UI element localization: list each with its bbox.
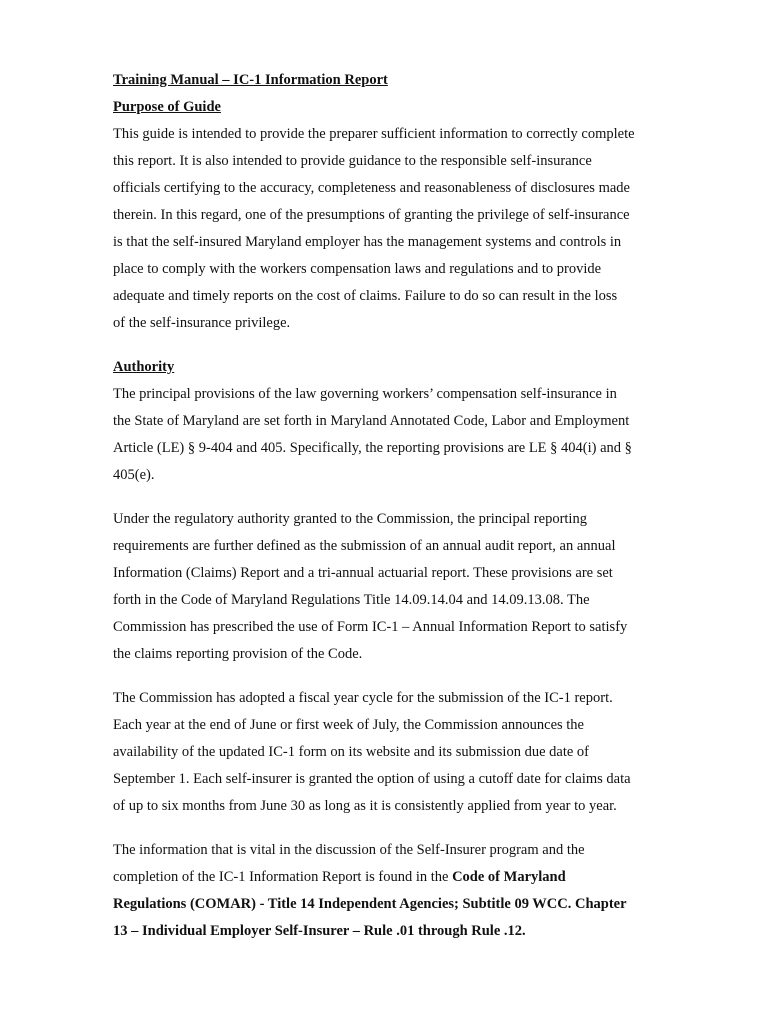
paragraph-line: Article (LE) § 9-404 and 405. Specifically, the reporting provisions are LE § 404(i) and § <box>113 440 632 456</box>
paragraph-line: place to comply with the workers compensation laws and regulations and to provide <box>113 261 602 277</box>
paragraph-line: of the self-insurance privilege. <box>113 315 291 331</box>
comar-reference-line: 13 – Individual Employer Self-Insurer – Rule .01 through Rule .12. <box>113 923 526 939</box>
paragraph-line: forth in the Code of Maryland Regulations Title 14.09.14.04 and 14.09.13.08. The <box>113 592 590 608</box>
paragraph-line: requirements are further defined as the submission of an annual audit report, an annual <box>113 538 616 554</box>
spacer <box>113 820 673 837</box>
paragraph-line: September 1. Each self-insurer is granted the option of using a cutoff date for claims data <box>113 771 631 787</box>
purpose-heading: Purpose of Guide <box>113 99 221 115</box>
paragraph-line: adequate and timely reports on the cost of claims. Failure to do so can result in the loss <box>113 288 618 304</box>
spacer <box>113 489 673 506</box>
paragraph-line: Information (Claims) Report and a tri-annual actuarial report. These provisions are set <box>113 565 613 581</box>
document-title: Training Manual – IC-1 Information Report <box>113 72 388 88</box>
paragraph-line: therein. In this regard, one of the presumptions of granting the privilege of self-insurance <box>113 207 630 223</box>
paragraph-line: officials certifying to the accuracy, completeness and reasonableness of disclosures made <box>113 180 630 196</box>
purpose-paragraph <box>113 121 673 337</box>
comar-paragraph <box>113 837 673 945</box>
spacer <box>113 337 673 354</box>
paragraph-line: is that the self-insured Maryland employer has the management systems and controls in <box>113 234 622 250</box>
paragraph-line: availability of the updated IC-1 form on its website and its submission due date of <box>113 744 589 760</box>
spacer <box>113 668 673 685</box>
authority-paragraph <box>113 381 673 489</box>
paragraph-line: This guide is intended to provide the preparer sufficient information to correctly complete <box>113 126 635 142</box>
paragraph-line: Each year at the end of June or first week of July, the Commission announces the <box>113 717 584 733</box>
fiscal-year-paragraph <box>113 685 673 820</box>
paragraph-line: Commission has prescribed the use of Form IC-1 – Annual Information Report to satisfy <box>113 619 628 635</box>
paragraph-text: completion of the IC-1 Information Report is found in the <box>113 869 453 885</box>
authority-heading: Authority <box>113 359 175 375</box>
paragraph-line: the State of Maryland are set forth in Maryland Annotated Code, Labor and Employment <box>113 413 630 429</box>
paragraph-line: The Commission has adopted a fiscal year cycle for the submission of the IC-1 report. <box>113 690 613 706</box>
paragraph-line: Under the regulatory authority granted to the Commission, the principal reporting <box>113 511 587 527</box>
document-body <box>113 67 673 945</box>
regulatory-paragraph <box>113 506 673 668</box>
paragraph-line: The principal provisions of the law governing workers’ compensation self-insurance in <box>113 386 617 402</box>
comar-reference-line: Regulations (COMAR) - Title 14 Independent Agencies; Subtitle 09 WCC. Chapter <box>113 896 627 912</box>
paragraph-line: this report. It is also intended to provide guidance to the responsible self-insurance <box>113 153 592 169</box>
comar-reference-text: Code of Maryland <box>452 869 566 885</box>
paragraph-line: 405(e). <box>113 467 155 483</box>
paragraph-line <box>113 864 673 891</box>
paragraph-line: The information that is vital in the discussion of the Self-Insurer program and the <box>113 842 585 858</box>
paragraph-line: the claims reporting provision of the Code. <box>113 646 363 662</box>
paragraph-line: of up to six months from June 30 as long as it is consistently applied from year to year. <box>113 798 617 814</box>
